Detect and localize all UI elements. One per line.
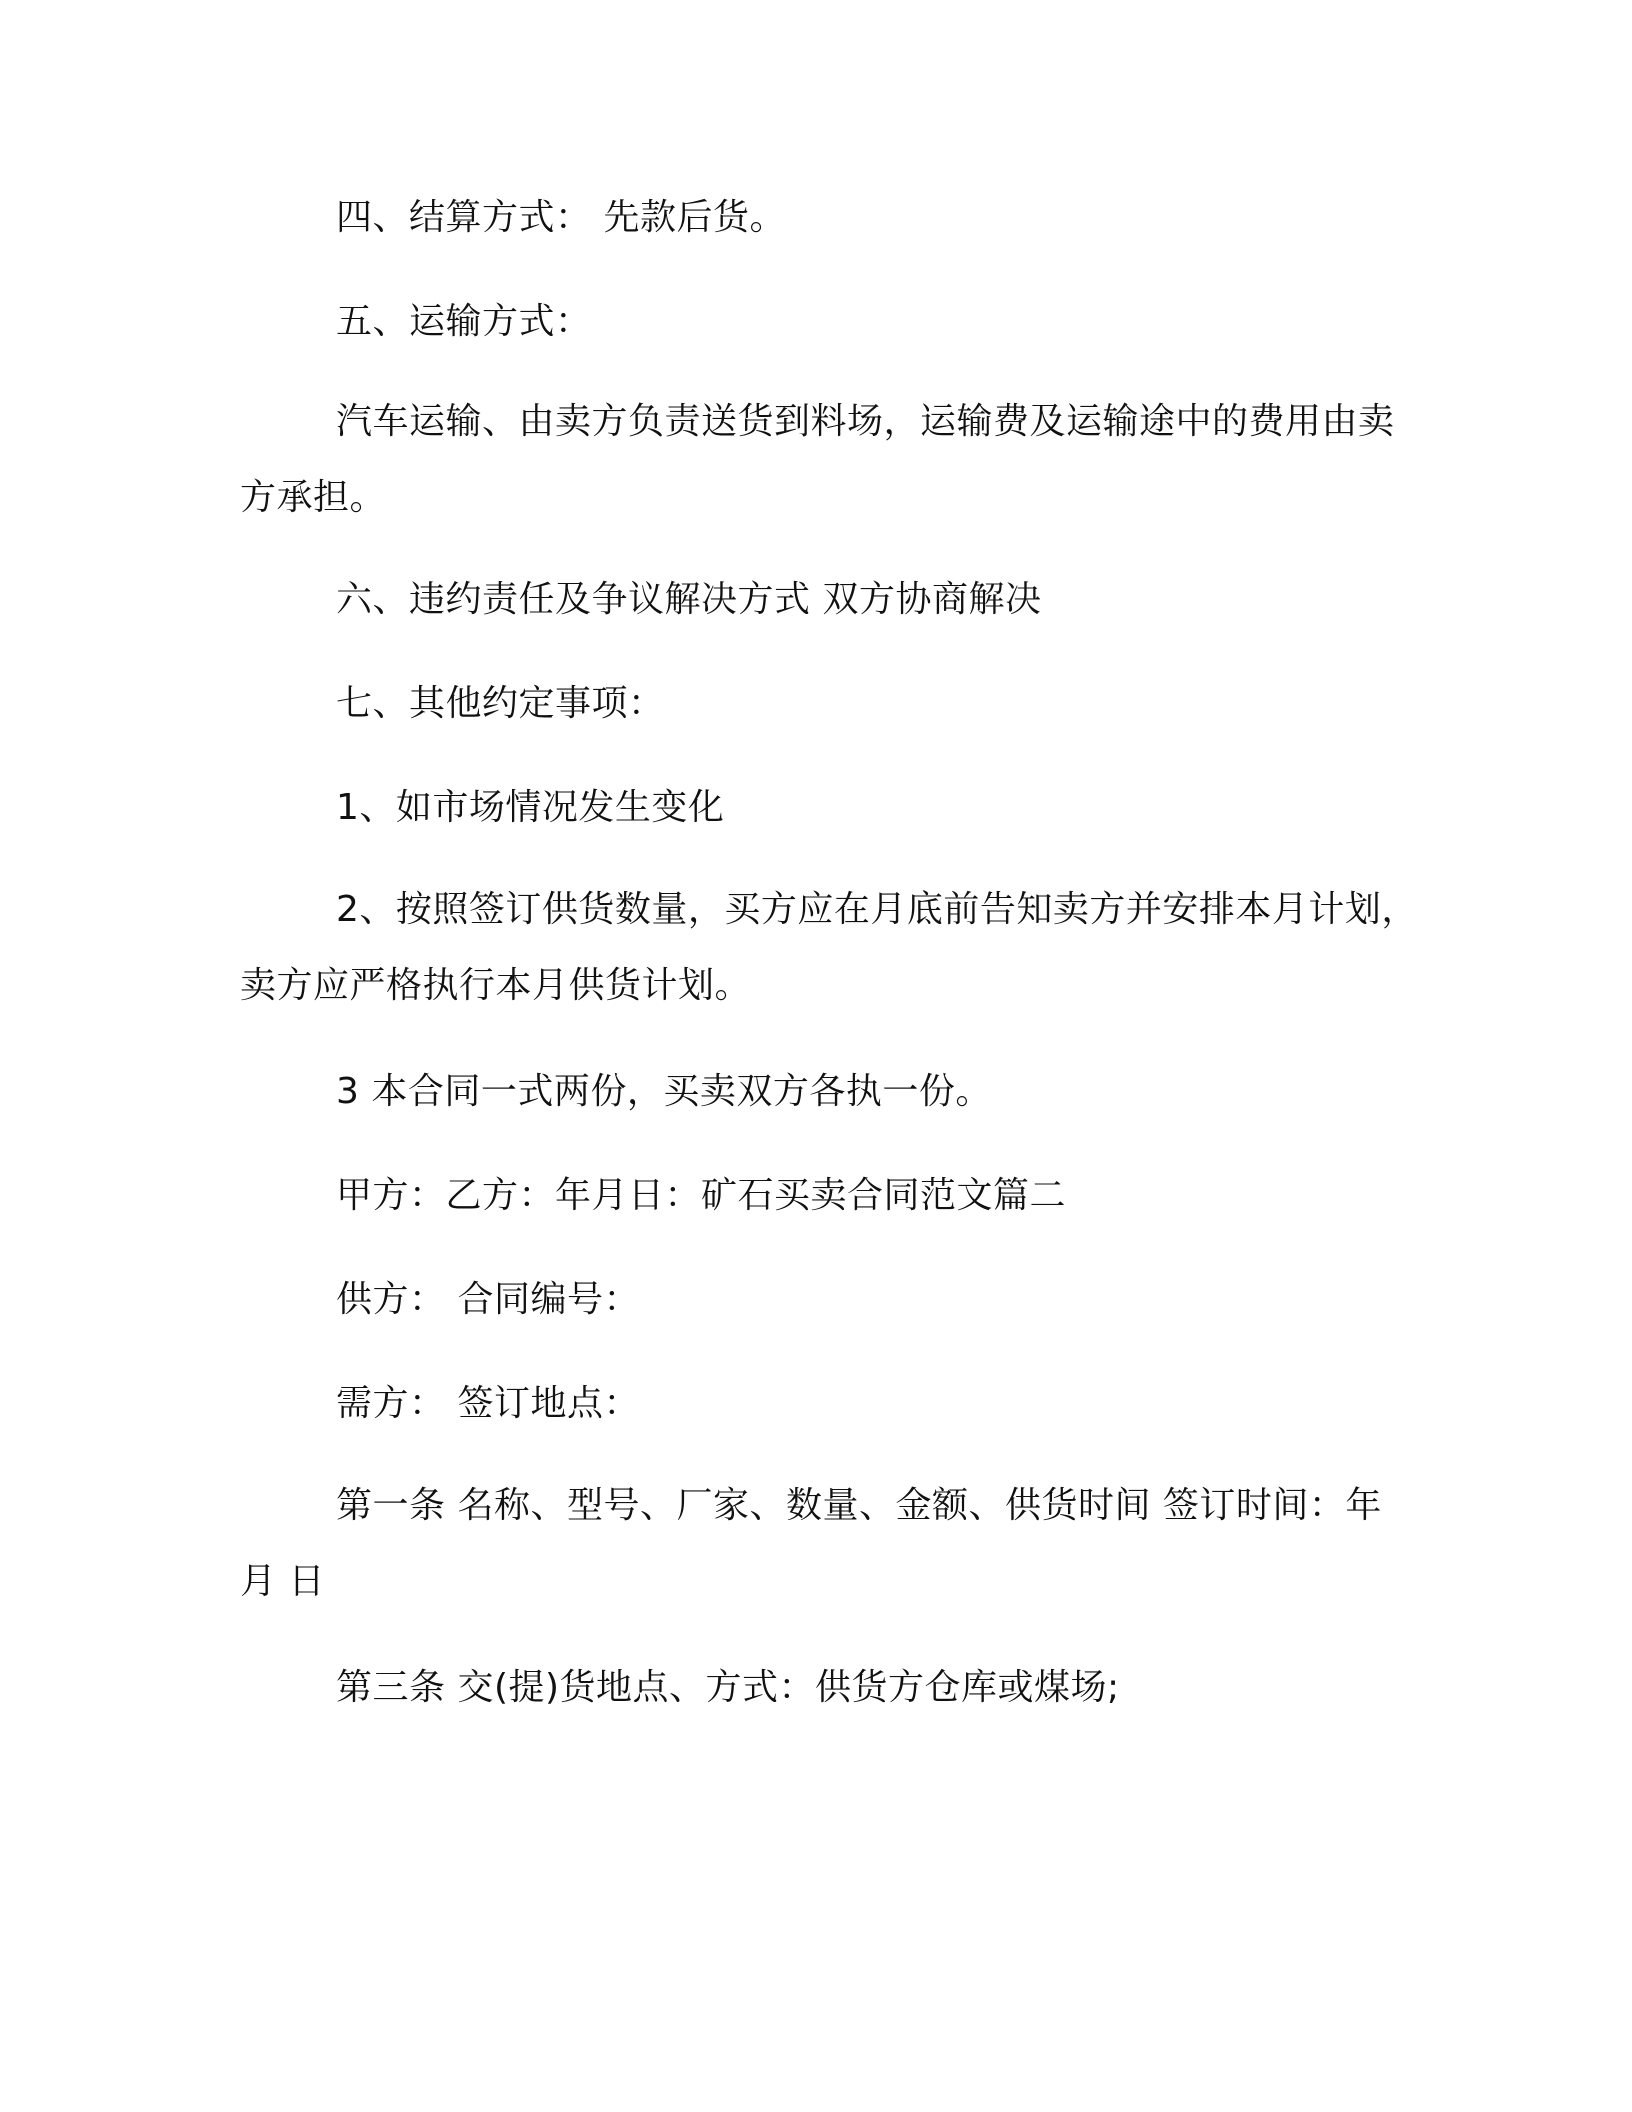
article-three: 第三条 交(提)货地点、方式：供货方仓库或煤场; (336, 1667, 1120, 1708)
article-one: 第一条 名称、型号、厂家、数量、金额、供货时间 签订时间：年 月 日 (240, 1485, 1382, 1602)
clause-transport-heading: 五、运输方式： (336, 301, 592, 342)
signature-line: 甲方：乙方：年月日：矿石买卖合同范文篇二 (336, 1175, 1067, 1216)
clause-other-item-3: 3 本合同一式两份，买卖双方各执一份。 (336, 1071, 992, 1112)
clause-other-heading: 七、其他约定事项： (336, 683, 665, 724)
buyer-signing-place: 需方： 签订地点： (336, 1383, 640, 1424)
supplier-contract-number: 供方： 合同编号： (336, 1279, 640, 1320)
clause-settlement: 四、结算方式： 先款后货。 (336, 197, 786, 238)
clause-other-item-1: 1、如市场情况发生变化 (336, 787, 725, 828)
clause-other-item-2: 2、按照签订供货数量，买方应在月底前告知卖方并安排本月计划，卖方应严格执行本月供货计划。 (240, 889, 1418, 1006)
clause-transport-body: 汽车运输、由卖方负责送货到料场，运输费及运输途中的费用由卖方承担。 (240, 401, 1395, 518)
clause-liability: 六、违约责任及争议解决方式 双方协商解决 (336, 579, 1042, 620)
